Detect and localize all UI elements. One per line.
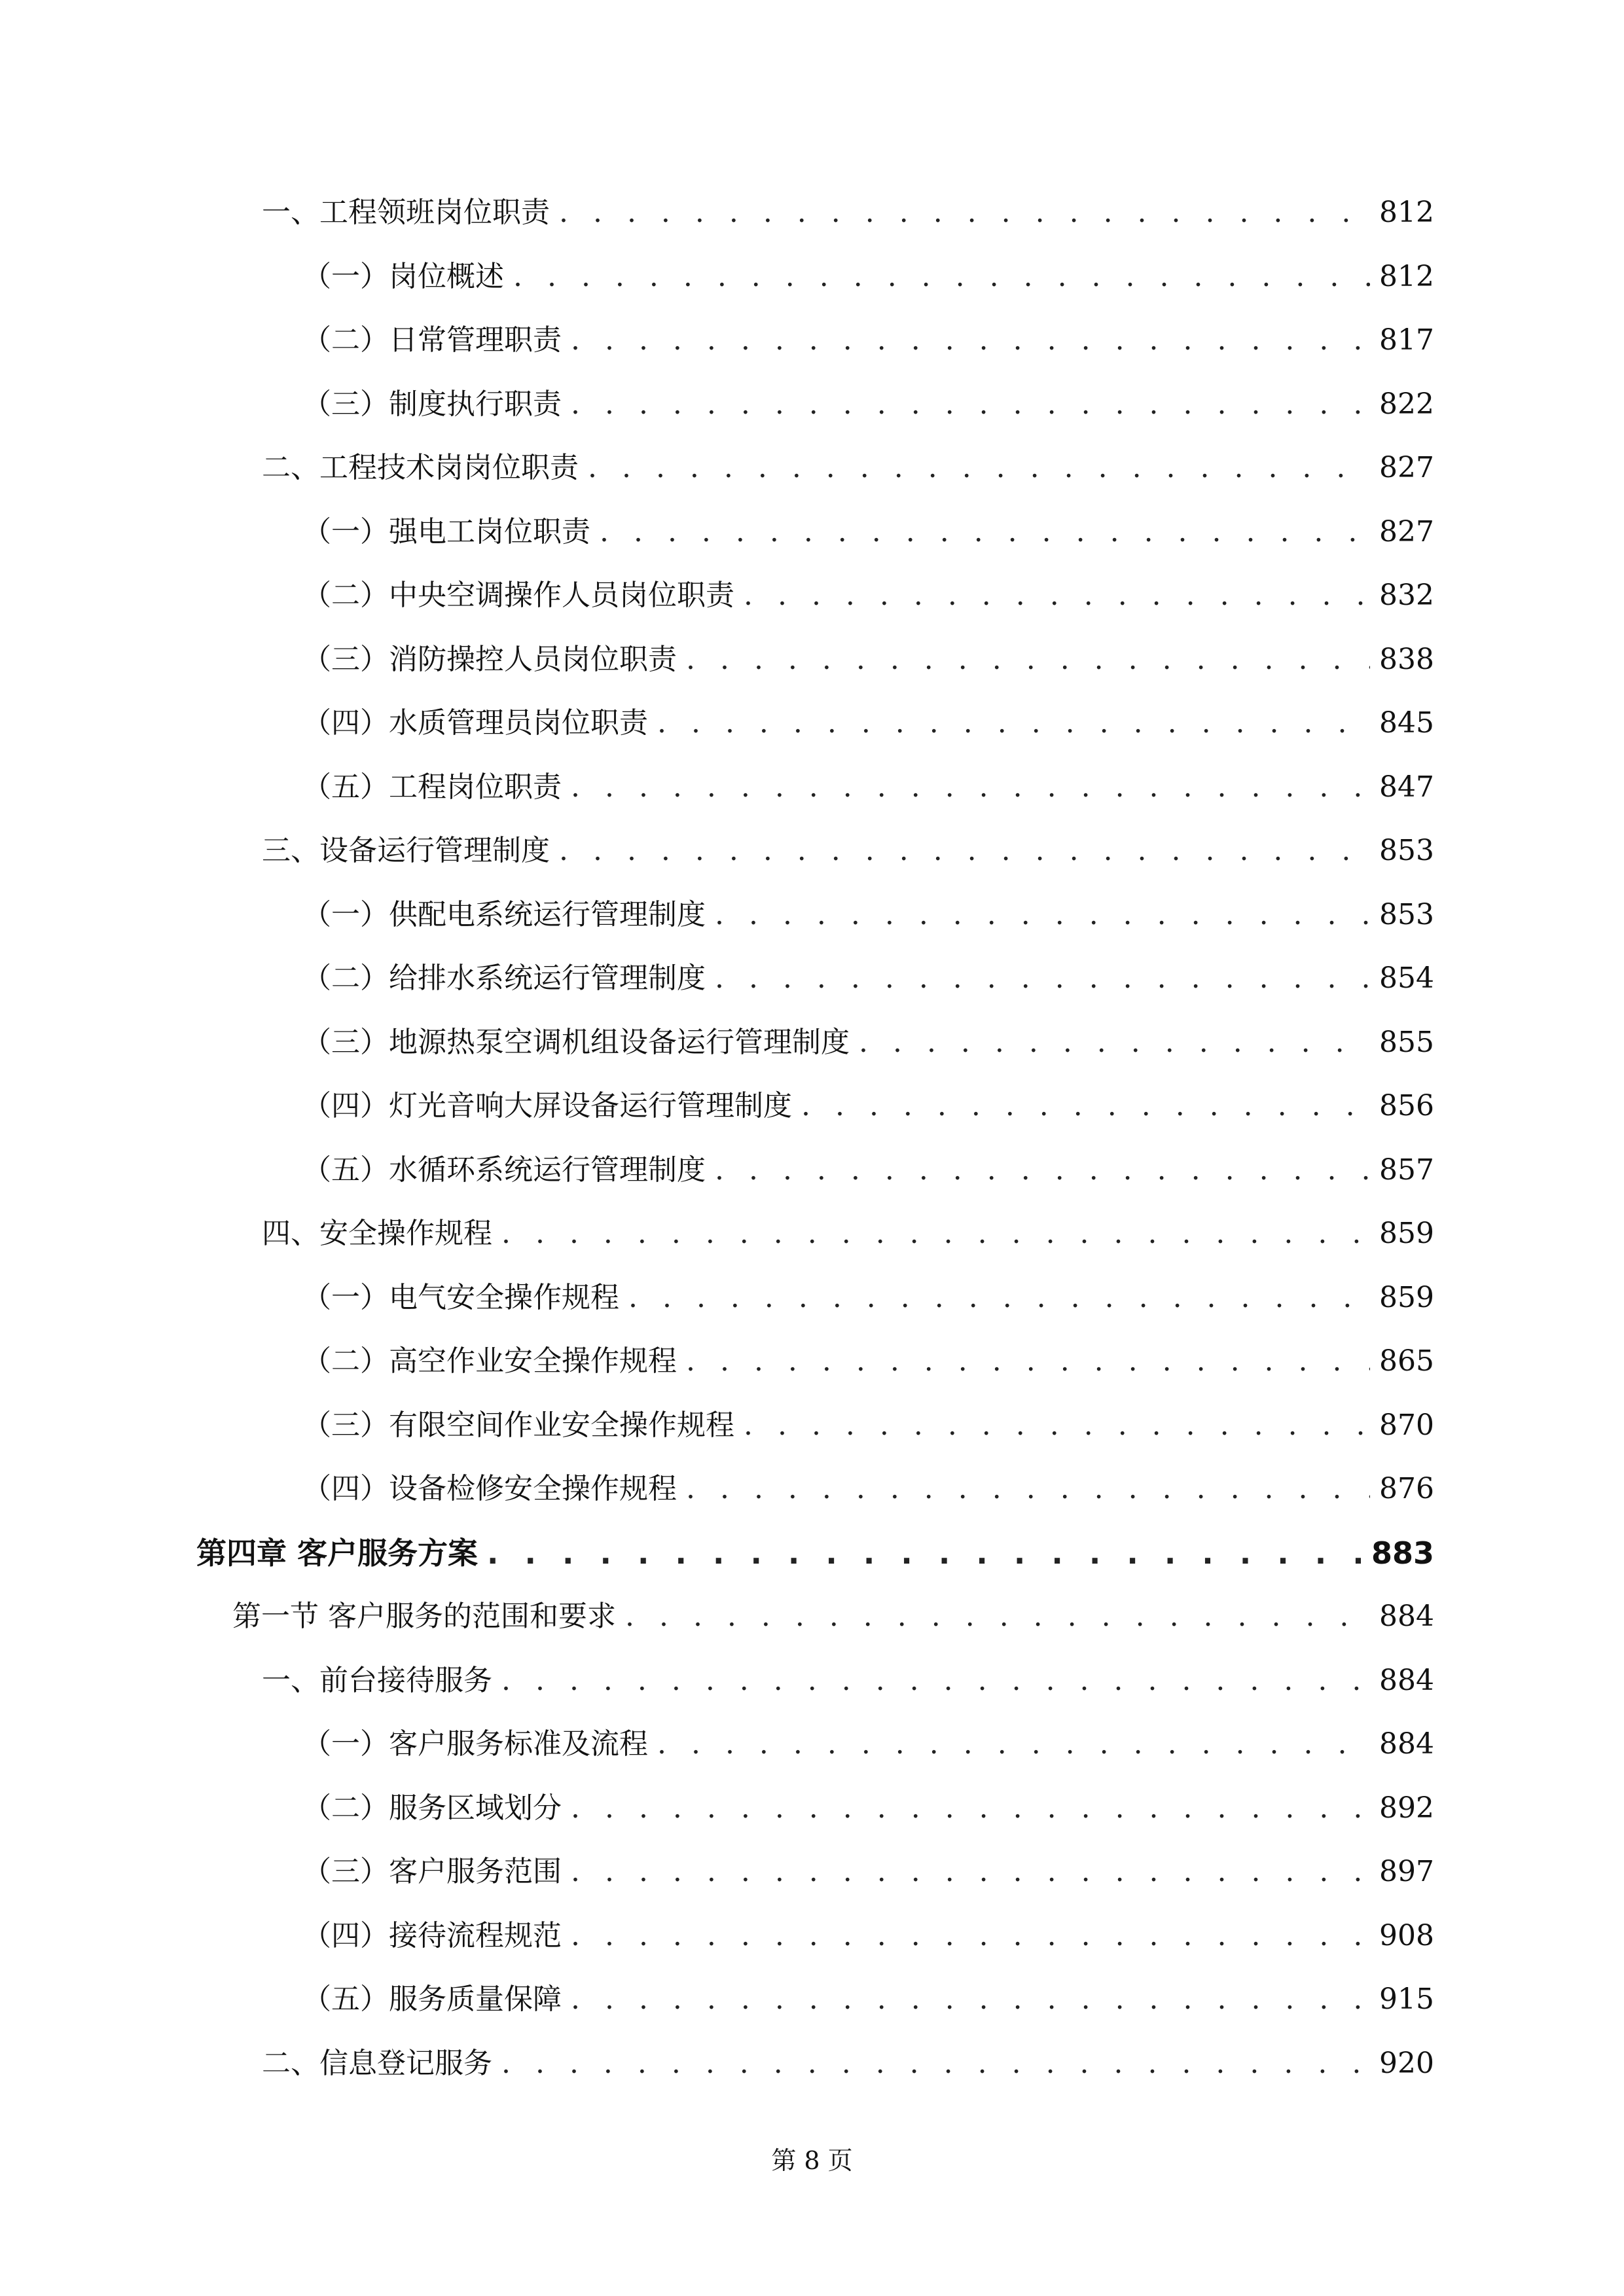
toc-entry-title: 日常管理职责 (389, 323, 562, 357)
toc-entry[interactable] (262, 1658, 1434, 1704)
toc-entry-number: （一） (302, 515, 389, 548)
toc-entry-page-number: 817 (1379, 323, 1434, 357)
toc-entry-number: （一） (302, 260, 389, 293)
toc-entry-number: 二、 (262, 451, 319, 484)
toc-entry-number: （四） (302, 1919, 389, 1952)
toc-entry[interactable] (302, 764, 1434, 810)
toc-leader-dots (801, 1083, 1370, 1129)
toc-leader-dots (501, 1211, 1370, 1257)
toc-entry-title: 中央空调操作人员岗位职责 (389, 579, 734, 612)
toc-entry-number: （二） (302, 323, 389, 357)
toc-entry[interactable] (302, 1849, 1434, 1895)
toc-entry[interactable] (302, 1403, 1434, 1448)
toc-entry-page-number: 854 (1379, 961, 1434, 995)
toc-entry-title: 服务质量保障 (389, 1982, 562, 2016)
toc-entry[interactable] (302, 1785, 1434, 1831)
toc-entry-page-number: 812 (1379, 196, 1434, 229)
toc-leader-dots (657, 1721, 1370, 1767)
toc-entry-number: 一、 (262, 196, 319, 229)
toc-leader-dots (686, 637, 1370, 683)
toc-entry-page-number: 897 (1379, 1855, 1434, 1888)
toc-entry-page-number: 859 (1379, 1217, 1434, 1250)
toc-entry-number: （五） (302, 770, 389, 804)
toc-entry-title: 第一节 客户服务的范围和要求 (232, 1600, 616, 1633)
toc-entry[interactable] (302, 317, 1434, 363)
toc-entry-title: 地源热泵空调机组设备运行管理制度 (389, 1026, 850, 1059)
toc-entry-number: （一） (302, 898, 389, 931)
toc-entry[interactable] (262, 828, 1434, 874)
toc-entry[interactable] (302, 1977, 1434, 2022)
toc-leader-dots (513, 254, 1370, 300)
toc-entry-title: 有限空间作业安全操作规程 (389, 1408, 734, 1442)
toc-leader-dots (487, 1530, 1362, 1576)
toc-entry-title: 前台接待服务 (319, 1664, 492, 1697)
toc-entry-number: （四） (302, 1472, 389, 1505)
toc-leader-dots (686, 1466, 1370, 1512)
toc-entry-page-number: 876 (1379, 1472, 1434, 1505)
toc-entry-number: （二） (302, 961, 389, 995)
toc-entry-title: 工程岗位职责 (389, 770, 562, 804)
toc-leader-dots (571, 1785, 1370, 1831)
toc-leader-dots (657, 700, 1370, 746)
toc-entry-title: 电气安全操作规程 (389, 1281, 619, 1314)
toc-entry-page-number: 845 (1379, 706, 1434, 740)
toc-leader-dots (686, 1338, 1370, 1384)
toc-entry-page-number: 855 (1379, 1026, 1434, 1059)
toc-entry-page-number: 856 (1379, 1089, 1434, 1122)
toc-entry[interactable] (302, 1466, 1434, 1512)
toc-entry-title: 设备运行管理制度 (319, 834, 550, 867)
toc-entry-title: 消防操控人员岗位职责 (389, 643, 677, 676)
toc-entry[interactable] (262, 1211, 1434, 1257)
toc-entry-page-number: 870 (1379, 1408, 1434, 1442)
toc-entry-title: 给排水系统运行管理制度 (389, 961, 706, 995)
toc-leader-dots (744, 1403, 1370, 1448)
toc-entry[interactable] (262, 190, 1434, 236)
toc-entry[interactable] (302, 573, 1434, 619)
toc-entry[interactable] (302, 637, 1434, 683)
toc-entry-number: （五） (302, 1982, 389, 2016)
toc-leader-dots (744, 573, 1370, 619)
toc-entry-number: （三） (302, 1855, 389, 1888)
toc-entry[interactable] (302, 956, 1434, 1001)
toc-entry-number: （三） (302, 643, 389, 676)
toc-entry[interactable] (302, 1083, 1434, 1129)
toc-entry-page-number: 884 (1379, 1600, 1434, 1633)
toc-entry[interactable] (302, 892, 1434, 938)
toc-leader-dots (559, 190, 1370, 236)
toc-entry-number: （一） (302, 1727, 389, 1761)
toc-entry-title: 水循环系统运行管理制度 (389, 1153, 706, 1187)
toc-entry-page-number: 859 (1379, 1281, 1434, 1314)
toc-entry[interactable] (302, 700, 1434, 746)
toc-entry[interactable] (302, 1147, 1434, 1193)
toc-entry-title: 客户服务标准及流程 (389, 1727, 648, 1761)
toc-leader-dots (571, 764, 1370, 810)
toc-entry-title: 高空作业安全操作规程 (389, 1344, 677, 1378)
toc-leader-dots (501, 2041, 1370, 2087)
toc-entry[interactable] (262, 2041, 1434, 2087)
toc-entry-title: 服务区域划分 (389, 1791, 562, 1825)
toc-leader-dots (628, 1275, 1370, 1321)
toc-entry-number: （四） (302, 1089, 389, 1122)
toc-leader-dots (571, 1849, 1370, 1895)
toc-leader-dots (715, 892, 1370, 938)
toc-entry[interactable] (302, 1721, 1434, 1767)
toc-leader-dots (859, 1020, 1370, 1066)
toc-leader-dots (559, 828, 1370, 874)
toc-entry-title: 第四章 客户服务方案 (196, 1535, 478, 1571)
toc-entry[interactable] (302, 254, 1434, 300)
toc-entry-number: （三） (302, 387, 389, 421)
toc-entry[interactable] (302, 1020, 1434, 1066)
toc-leader-dots (715, 1147, 1370, 1193)
toc-leader-dots (715, 956, 1370, 1001)
toc-entry-page-number: 853 (1379, 898, 1434, 931)
toc-entry-title: 水质管理员岗位职责 (389, 706, 648, 740)
toc-entry-number: （三） (302, 1026, 389, 1059)
toc-entry-title: 灯光音响大屏设备运行管理制度 (389, 1089, 792, 1122)
toc-entry[interactable] (302, 1338, 1434, 1384)
toc-entry[interactable] (232, 1594, 1434, 1640)
toc-entry-number: （二） (302, 579, 389, 612)
toc-entry-page-number: 827 (1379, 451, 1434, 484)
toc-entry-page-number: 857 (1379, 1153, 1434, 1187)
toc-entry-title: 岗位概述 (389, 260, 504, 293)
toc-entry-page-number: 884 (1379, 1664, 1434, 1697)
toc-entry-title: 工程技术岗岗位职责 (319, 451, 579, 484)
toc-leader-dots (501, 1658, 1370, 1704)
toc-leader-dots (625, 1594, 1370, 1640)
toc-leader-dots (571, 1913, 1370, 1959)
toc-leader-dots (571, 317, 1370, 363)
toc-entry-number: （一） (302, 1281, 389, 1314)
toc-entry-page-number: 812 (1379, 260, 1434, 293)
toc-entry-page-number: 865 (1379, 1344, 1434, 1378)
toc-entry-number: （二） (302, 1791, 389, 1825)
toc-entry-title: 信息登记服务 (319, 2047, 492, 2080)
toc-entry[interactable] (302, 509, 1434, 555)
toc-entry-title: 供配电系统运行管理制度 (389, 898, 706, 931)
page-footer: 第 8 页 (771, 2146, 853, 2175)
toc-entry-page-number: 915 (1379, 1982, 1434, 2016)
toc-entry[interactable] (302, 1913, 1434, 1959)
toc-leader-dots (600, 509, 1370, 555)
toc-leader-dots (588, 445, 1370, 491)
toc-entry-page-number: 827 (1379, 515, 1434, 548)
toc-entry-page-number: 908 (1379, 1919, 1434, 1952)
toc-entry[interactable] (196, 1530, 1434, 1576)
toc-leader-dots (571, 1977, 1370, 2022)
toc-entry-number: 一、 (262, 1664, 319, 1697)
toc-entry-title: 制度执行职责 (389, 387, 562, 421)
toc-entry-title: 强电工岗位职责 (389, 515, 590, 548)
toc-entry[interactable] (302, 1275, 1434, 1321)
toc-entry-page-number: 892 (1379, 1791, 1434, 1825)
toc-entry-page-number: 884 (1379, 1727, 1434, 1761)
toc-entry-number: 四、 (262, 1217, 319, 1250)
toc-entry-title: 安全操作规程 (319, 1217, 492, 1250)
toc-entry-page-number: 838 (1379, 643, 1434, 676)
toc-entry[interactable] (262, 445, 1434, 491)
toc-entry-title: 工程领班岗位职责 (319, 196, 550, 229)
toc-entry-page-number: 832 (1379, 579, 1434, 612)
toc-entry[interactable] (302, 382, 1434, 427)
toc-entry-page-number: 853 (1379, 834, 1434, 867)
toc-entry-page-number: 883 (1371, 1535, 1434, 1571)
toc-entry-title: 设备检修安全操作规程 (389, 1472, 677, 1505)
toc-entry-page-number: 920 (1379, 2047, 1434, 2080)
toc-entry-page-number: 847 (1379, 770, 1434, 804)
toc-entry-page-number: 822 (1379, 387, 1434, 421)
toc-entry-number: 二、 (262, 2047, 319, 2080)
toc-leader-dots (571, 382, 1370, 427)
toc-entry-title: 接待流程规范 (389, 1919, 562, 1952)
toc-entry-number: （五） (302, 1153, 389, 1187)
toc-entry-number: 三、 (262, 834, 319, 867)
toc-entry-number: （三） (302, 1408, 389, 1442)
toc-entry-title: 客户服务范围 (389, 1855, 562, 1888)
toc-entry-number: （四） (302, 706, 389, 740)
toc-entry-number: （二） (302, 1344, 389, 1378)
